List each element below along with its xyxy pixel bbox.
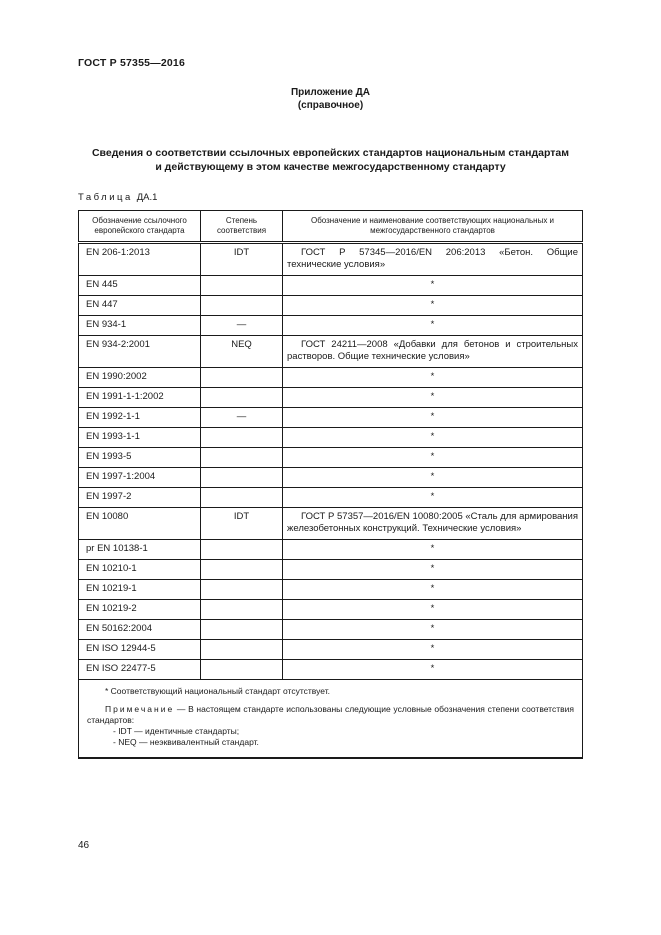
cell-match: *: [283, 580, 583, 600]
table-row: [79, 243, 583, 276]
cell-degree: [201, 620, 283, 640]
table-row: [79, 508, 583, 540]
table-footnote: * Соответствующий национальный стандарт отсутствует.: [105, 686, 331, 696]
title-line-2: и действующему в этом качестве межгосударственному стандарту: [155, 161, 506, 173]
table-row: [79, 620, 583, 640]
cell-degree: [201, 428, 283, 448]
cell-standard: EN ISO 22477-5: [79, 660, 201, 680]
note-item-neq: - NEQ — неэквивалентный стандарт.: [113, 737, 259, 747]
cell-standard: EN 1990:2002: [79, 368, 201, 388]
appendix-type: (справочное): [297, 100, 364, 111]
cell-degree: —: [201, 316, 283, 336]
cell-standard: EN 206-1:2013: [79, 243, 201, 276]
table-row: [79, 428, 583, 448]
cell-standard: EN 1991-1-1:2002: [79, 388, 201, 408]
cell-match: *: [283, 560, 583, 580]
table-row: [79, 276, 583, 296]
table-row: [79, 540, 583, 560]
cell-degree: NEQ: [201, 336, 283, 368]
cell-match: *: [283, 448, 583, 468]
cell-degree: [201, 448, 283, 468]
cell-degree: [201, 600, 283, 620]
table-note: [87, 704, 574, 726]
note-text: — В настоящем стандарте использованы следующие условные обозначения степени соответствия стандартов:: [87, 704, 574, 725]
table-row: [79, 296, 583, 316]
cell-standard: EN 934-2:2001: [79, 336, 201, 368]
table-row: [79, 388, 583, 408]
column-header-degree: Степень соответствия: [201, 211, 283, 243]
table-notes-row: [79, 680, 583, 759]
cell-degree: [201, 296, 283, 316]
cell-standard: EN 50162:2004: [79, 620, 201, 640]
cell-match: *: [283, 276, 583, 296]
cell-standard: EN 1993-1-1: [79, 428, 201, 448]
table-row: [79, 368, 583, 388]
table-row: [79, 660, 583, 680]
cell-match: *: [283, 620, 583, 640]
cell-degree: [201, 640, 283, 660]
cell-match: *: [283, 296, 583, 316]
table-row: [79, 408, 583, 428]
column-header-national-standard: Обозначение и наименование соответствующих национальных и межгосударственного стандартов: [283, 211, 583, 243]
cell-degree: [201, 388, 283, 408]
cell-match: *: [283, 540, 583, 560]
cell-degree: [201, 580, 283, 600]
table-row: [79, 640, 583, 660]
cell-degree: IDT: [201, 508, 283, 540]
table-row: [79, 600, 583, 620]
cell-match: *: [283, 660, 583, 680]
note-label: Примечание: [105, 704, 175, 714]
cell-match: *: [283, 368, 583, 388]
cell-standard: EN 445: [79, 276, 201, 296]
doc-code: ГОСТ Р 57355—2016: [78, 57, 186, 69]
cell-standard: EN ISO 12944-5: [79, 640, 201, 660]
table-row: [79, 316, 583, 336]
cell-match: *: [283, 428, 583, 448]
cell-match: *: [283, 488, 583, 508]
cell-degree: [201, 488, 283, 508]
cell-degree: [201, 368, 283, 388]
standards-correspondence-table: [78, 210, 583, 759]
table-caption-number: ДА.1: [136, 192, 158, 203]
cell-match: *: [283, 316, 583, 336]
cell-standard: EN 1993-5: [79, 448, 201, 468]
cell-degree: [201, 468, 283, 488]
cell-match: *: [283, 408, 583, 428]
cell-standard: EN 1992-1-1: [79, 408, 201, 428]
title-line-1: Сведения о соответствии ссылочных европейских стандартов национальным стандартам: [91, 147, 570, 159]
table-header-row: [79, 211, 583, 243]
table-row: [79, 560, 583, 580]
table-row: [79, 488, 583, 508]
cell-degree: [201, 560, 283, 580]
cell-standard: EN 447: [79, 296, 201, 316]
document-title: [0, 146, 661, 174]
table-row: [79, 448, 583, 468]
appendix-label: Приложение ДА: [290, 87, 371, 98]
cell-match: *: [283, 388, 583, 408]
table-row: [79, 580, 583, 600]
cell-standard: EN 10210-1: [79, 560, 201, 580]
cell-match: ГОСТ 24211—2008 «Добавки для бетонов и строительных растворов. Общие технические условия»: [283, 336, 583, 368]
cell-standard: EN 10080: [79, 508, 201, 540]
cell-degree: [201, 660, 283, 680]
cell-standard: EN 1997-1:2004: [79, 468, 201, 488]
cell-match: ГОСТ Р 57357—2016/EN 10080:2005 «Сталь для армирования железобетонных конструкций. Технические условия»: [283, 508, 583, 540]
table-row: [79, 336, 583, 368]
cell-standard: EN 10219-1: [79, 580, 201, 600]
cell-degree: [201, 276, 283, 296]
column-header-european-standard: Обозначение ссылочного европейского стандарта: [79, 211, 201, 243]
cell-standard: EN 1997-2: [79, 488, 201, 508]
appendix-heading: [0, 86, 661, 112]
cell-standard: EN 934-1: [79, 316, 201, 336]
table-notes-cell: [79, 680, 583, 759]
cell-degree: [201, 540, 283, 560]
cell-degree: —: [201, 408, 283, 428]
note-item-idt: - IDT — идентичные стандарты;: [113, 726, 240, 736]
cell-degree: IDT: [201, 243, 283, 276]
table-caption: [78, 192, 157, 203]
table-row: [79, 468, 583, 488]
cell-standard: pr EN 10138-1: [79, 540, 201, 560]
cell-match: ГОСТ Р 57345—2016/EN 206:2013 «Бетон. Общие технические условия»: [283, 243, 583, 276]
cell-match: *: [283, 600, 583, 620]
table-caption-word: Таблица: [78, 192, 133, 203]
cell-match: *: [283, 468, 583, 488]
cell-match: *: [283, 640, 583, 660]
page-number: 46: [78, 840, 90, 851]
cell-standard: EN 10219-2: [79, 600, 201, 620]
